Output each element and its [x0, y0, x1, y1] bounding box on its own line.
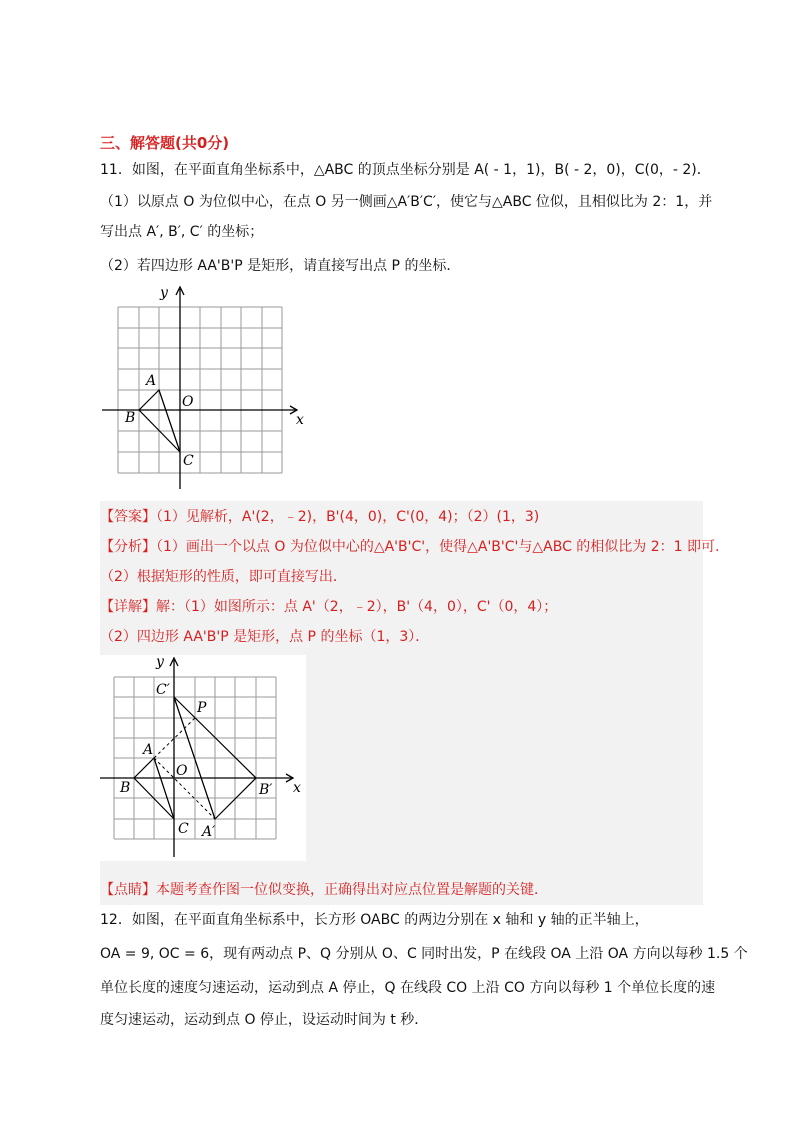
point-p-label: P [197, 700, 207, 716]
q12-line-3: 单位长度的速度匀速运动，运动到点 A 停止，Q 在线段 CO 上沿 CO 方向以每秒 1 个单位长度的速 [100, 980, 716, 996]
point-c-label: C [183, 453, 194, 469]
origin-label-2: O [176, 763, 188, 779]
point-c-label-2: C [178, 821, 189, 837]
q12-line-2: OA = 9, OC = 6，现有两动点 P、Q 分别从 O、C 同时出发，P 在线段 OA 上沿 OA 方向以每秒 1.5 个 [100, 946, 748, 962]
point-b-label: B [125, 410, 136, 426]
q12-line-4: 度匀速运动，运动到点 O 停止，设运动时间为 t 秒． [100, 1012, 429, 1028]
comment-text: 【点睛】本题考查作图一位似变换，正确得出对应点位置是解题的关键． [100, 882, 548, 898]
section-title: 三、解答题(共0分) [100, 134, 230, 152]
q11-coordinate-figure [100, 282, 310, 492]
x-axis-label-2: x [293, 780, 301, 796]
q11-line-3: 写出点 A′, B′, C′ 的坐标； [100, 224, 264, 240]
answer-text: 【答案】（1）见解析，A'(2，﹣2)，B'(4，0)，C'(0，4)；（2）(1，3) [100, 509, 540, 525]
detail-text: 【详解】解：（1）如图所示：点 A'（2，﹣2），B'（4，0），C'（0，4）； [100, 599, 558, 615]
detail-text-2: （2）四边形 AA'B'P 是矩形，点 P 的坐标（1，3）． [100, 629, 430, 645]
y-axis-label: y [160, 285, 168, 301]
q12-line-1: 12．如图，在平面直角坐标系中，长方形 OABC 的两边分别在 x 轴和 y 轴的正半轴上， [100, 912, 649, 928]
y-axis-label-2: y [156, 655, 164, 670]
solution-coordinate-figure [100, 655, 306, 861]
q11-line-2: （1）以原点 O 为位似中心，在点 O 另一侧画△A′B′C′，使它与△ABC 位似，且相似比为 2：1，并 [100, 194, 713, 210]
analysis-text-2: （2）根据矩形的性质，即可直接写出． [100, 569, 347, 585]
point-b-label-2: B [120, 780, 131, 796]
point-b-prime-label: B′ [259, 782, 273, 798]
q11-line-1: 11．如图，在平面直角坐标系中，△ABC 的顶点坐标分别是 A( ‑ 1，1)，B( ‑ 2，0)，C(0，‑ 2)． [100, 162, 711, 178]
point-a-prime-label: A′ [202, 824, 216, 840]
point-c-prime-label: C′ [156, 682, 170, 698]
origin-label: O [182, 394, 194, 410]
x-axis-label: x [296, 412, 304, 428]
q11-line-4: （2）若四边形 AA'B'P 是矩形，请直接写出点 P 的坐标． [100, 258, 461, 274]
point-a-label: A [146, 373, 157, 389]
analysis-text: 【分析】（1）画出一个以点 O 为位似中心的△A'B'C'，使得△A'B'C'与△ABC 的相似比为 2：1 即可. [100, 539, 720, 555]
point-a-label-2: A [143, 742, 154, 758]
